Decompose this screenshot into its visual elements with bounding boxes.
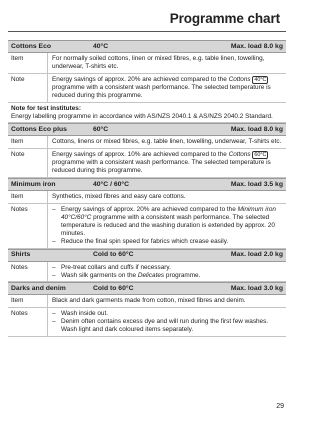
dash-bullet: – — [52, 206, 56, 214]
row-label: Notes — [8, 308, 48, 336]
note-title: Note for test institutes: — [11, 104, 81, 112]
row-text: Black and dark garments made from cotton, mixed fibres and denim. — [52, 297, 246, 305]
note-text: Wash silk garments on the — [61, 271, 137, 279]
programme-header-cottons-eco — [8, 40, 286, 53]
programme-reference: Delicates — [137, 271, 165, 279]
programme-max-load: Max. load 3.0 kg — [230, 284, 283, 292]
programme-max-load: Max. load 2.0 kg — [230, 251, 283, 259]
programme-name: Cottons Eco plus — [11, 125, 67, 133]
programme-temperature: 40°C — [93, 42, 109, 50]
note-text: Denim often contains excess dye and will run during the first few washes. Wash light and dark coloured items separately. — [61, 318, 269, 334]
programme-name: Minimum iron — [11, 180, 56, 188]
dash-bullet: – — [52, 310, 56, 318]
table-row — [8, 308, 286, 337]
row-label: Item — [8, 191, 48, 203]
note-text: Energy labelling programme in accordance with AS/NZS 2040.1 & AS/NZS 2040.2 Standard. — [11, 112, 273, 120]
table-row — [8, 74, 286, 103]
list-item — [52, 264, 283, 272]
dash-bullet: – — [52, 237, 56, 245]
dash-bullet: – — [52, 263, 56, 271]
row-text: Synthetics, mixed fibres and easy care cottons. — [52, 193, 186, 201]
note-text: Wash inside out. — [61, 310, 109, 318]
note-text: Energy savings of approx. 20% are achieved compared to the — [52, 75, 227, 83]
test-institute-note — [8, 103, 286, 124]
programme-header-darks-and-denim — [8, 282, 286, 295]
temperature-symbol: 60°C — [254, 152, 267, 159]
note-text: Energy savings of approx. 20% are achieved compared to the — [61, 206, 236, 214]
row-text — [48, 204, 286, 248]
programme-max-load: Max. load 8.0 kg — [230, 42, 283, 50]
table-row — [8, 53, 286, 74]
note-text: programme with a consistent wash performance. The selected temperature is reduced during this programme. — [52, 159, 271, 175]
dash-bullet: – — [52, 318, 56, 326]
note-text: Reduce the final spin speed for fabrics which crease easily. — [61, 237, 229, 245]
table-row — [8, 204, 286, 249]
programme-header-minimum-iron — [8, 178, 286, 191]
page-title: Programme chart — [169, 11, 280, 26]
row-text — [48, 149, 286, 177]
programme-header-shirts — [8, 249, 286, 262]
programme-temperature: Cold to 60°C — [93, 251, 134, 259]
table-row — [8, 295, 286, 308]
dash-bullet: – — [52, 271, 56, 279]
programme-reference: Minimum iron 40°C/60°C — [61, 206, 276, 221]
row-text — [48, 262, 286, 282]
list-item — [52, 206, 283, 238]
note-text: programme with a consistent wash performance. The selected temperature is reduced during this programme. — [52, 83, 271, 99]
row-label: Note — [8, 149, 48, 177]
row-label: Item — [8, 53, 48, 73]
temperature-symbol: 40°C — [254, 76, 267, 83]
table-row — [8, 191, 286, 204]
programme-max-load: Max. load 3.5 kg — [230, 180, 283, 188]
row-text: Cottons, linens or mixed fibres, e.g. table linen, towelling, underwear, T-shirts etc. — [52, 138, 282, 146]
row-label: Notes — [8, 262, 48, 282]
note-text: programme. — [165, 271, 201, 279]
table-row — [8, 149, 286, 178]
list-item — [52, 318, 283, 334]
list-item — [52, 238, 283, 246]
table-row — [8, 136, 286, 149]
row-label: Item — [8, 136, 48, 148]
row-label: Notes — [8, 204, 48, 248]
programme-max-load: Max. load 8.0 kg — [230, 125, 283, 133]
programme-temperature: 40°C / 60°C — [93, 180, 130, 188]
note-text: programme with a consistent wash performance. The selected temperature is reduced and the washing duration is extended by approx. 20 minutes. — [61, 213, 275, 237]
programme-reference: Cottons — [228, 151, 251, 159]
note-text: Energy savings of approx. 10% are achieved compared to the — [52, 151, 227, 159]
programme-name: Cottons Eco — [11, 42, 52, 50]
programme-temperature: 60°C — [93, 125, 109, 133]
table-row — [8, 262, 286, 283]
row-text — [48, 308, 286, 336]
programme-chart-table — [8, 40, 286, 337]
page-number: 29 — [276, 403, 284, 410]
row-text — [48, 74, 286, 102]
note-text: Pre-treat collars and cuffs if necessary. — [61, 263, 171, 271]
programme-header-cottons-eco-plus — [8, 123, 286, 136]
programme-name: Darks and denim — [11, 284, 66, 292]
programme-name: Shirts — [11, 251, 31, 259]
list-item — [52, 272, 283, 280]
list-item — [52, 310, 283, 318]
title-divider — [8, 31, 286, 32]
row-text: For normally soiled cottons, linen or mixed fibres, e.g. table linen, towelling, underwear, T-shirts etc. — [52, 55, 265, 70]
programme-reference: Cottons — [228, 75, 251, 83]
programme-temperature: Cold to 60°C — [93, 284, 134, 292]
row-label: Item — [8, 295, 48, 307]
row-label: Note — [8, 74, 48, 102]
